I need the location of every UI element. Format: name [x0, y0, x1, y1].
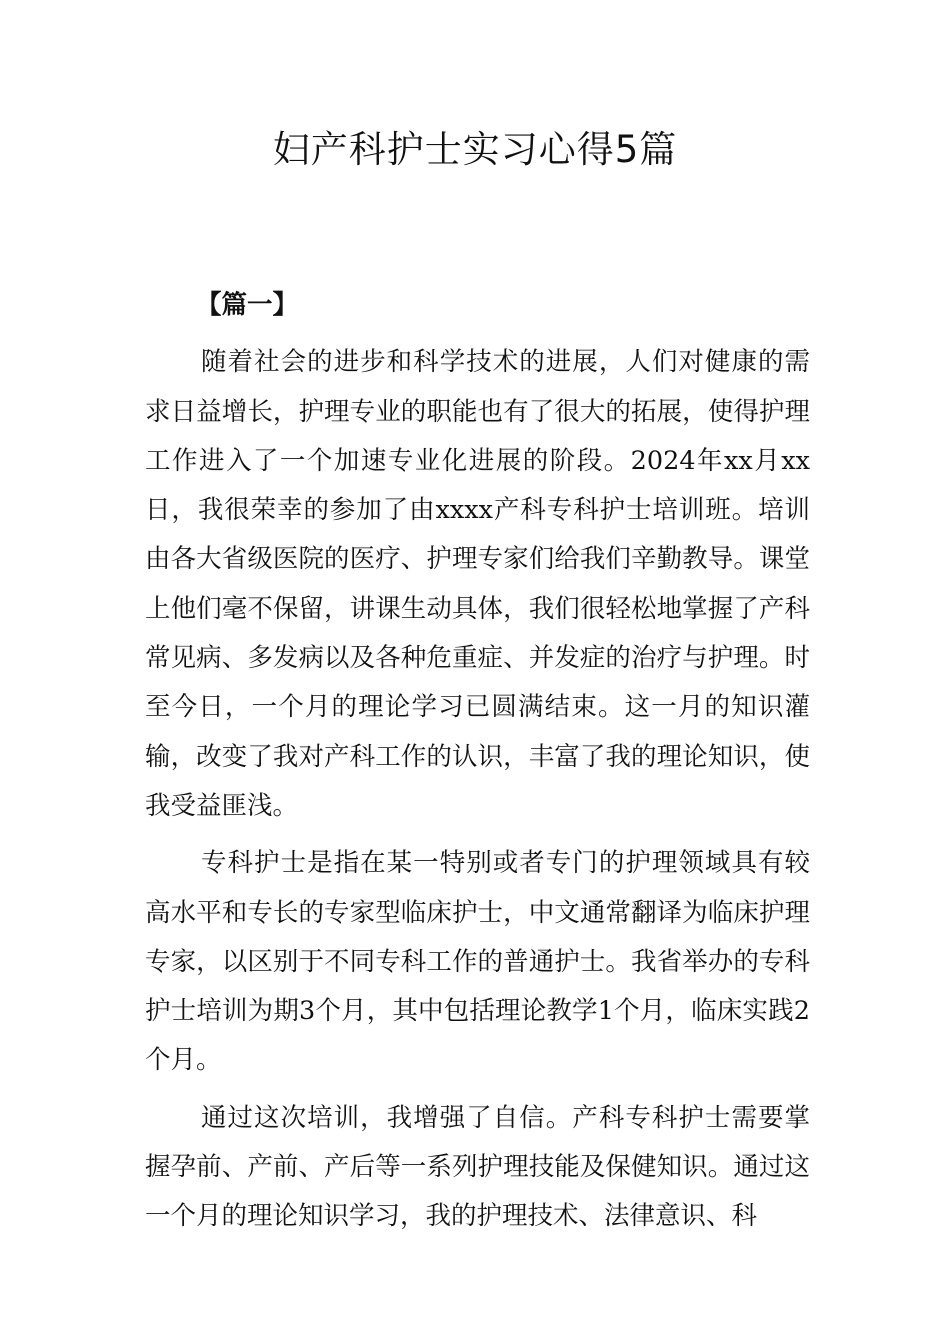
section-label: 【篇一】 — [196, 290, 299, 320]
paragraph-1: 随着社会的进步和科学技术的进展，人们对健康的需求日益增长，护理专业的职能也有了很大的拓展，使得护理工作进入了一个加速专业化进展的阶段。2024年xx月xx日，我很荣幸的参加了由xxxx产科专科护士培训班。培训由各大省级医院的医疗、护理专家们给我们辛勤教导。课堂上他们毫不保留，讲课生动具体，我们很轻松地掌握了产科常见病、多发病以及各种危重症、并发症的治疗与护理。时至今日，一个月的理论学习已圆满结束。这一月的知识灌输，改变了我对产科工作的认识，丰富了我的理论知识，使我受益匪浅。 — [145, 347, 810, 821]
paragraph-2: 专科护士是指在某一特别或者专门的护理领域具有较高水平和专长的专家型临床护士，中文通常翻译为临床护理专家，以区别于不同专科工作的普通护士。我省举办的专科护士培训为期3个月，其中包括理论教学1个月，临床实践2个月。 — [145, 848, 810, 1076]
document-title: 妇产科护士实习心得5篇 — [272, 128, 678, 171]
paragraph-3: 通过这次培训，我增强了自信。产科专科护士需要掌握孕前、产前、产后等一系列护理技能及保健知识。通过这一个月的理论知识学习，我的护理技术、法律意识、科 — [145, 1102, 810, 1232]
document-body — [145, 281, 810, 1242]
